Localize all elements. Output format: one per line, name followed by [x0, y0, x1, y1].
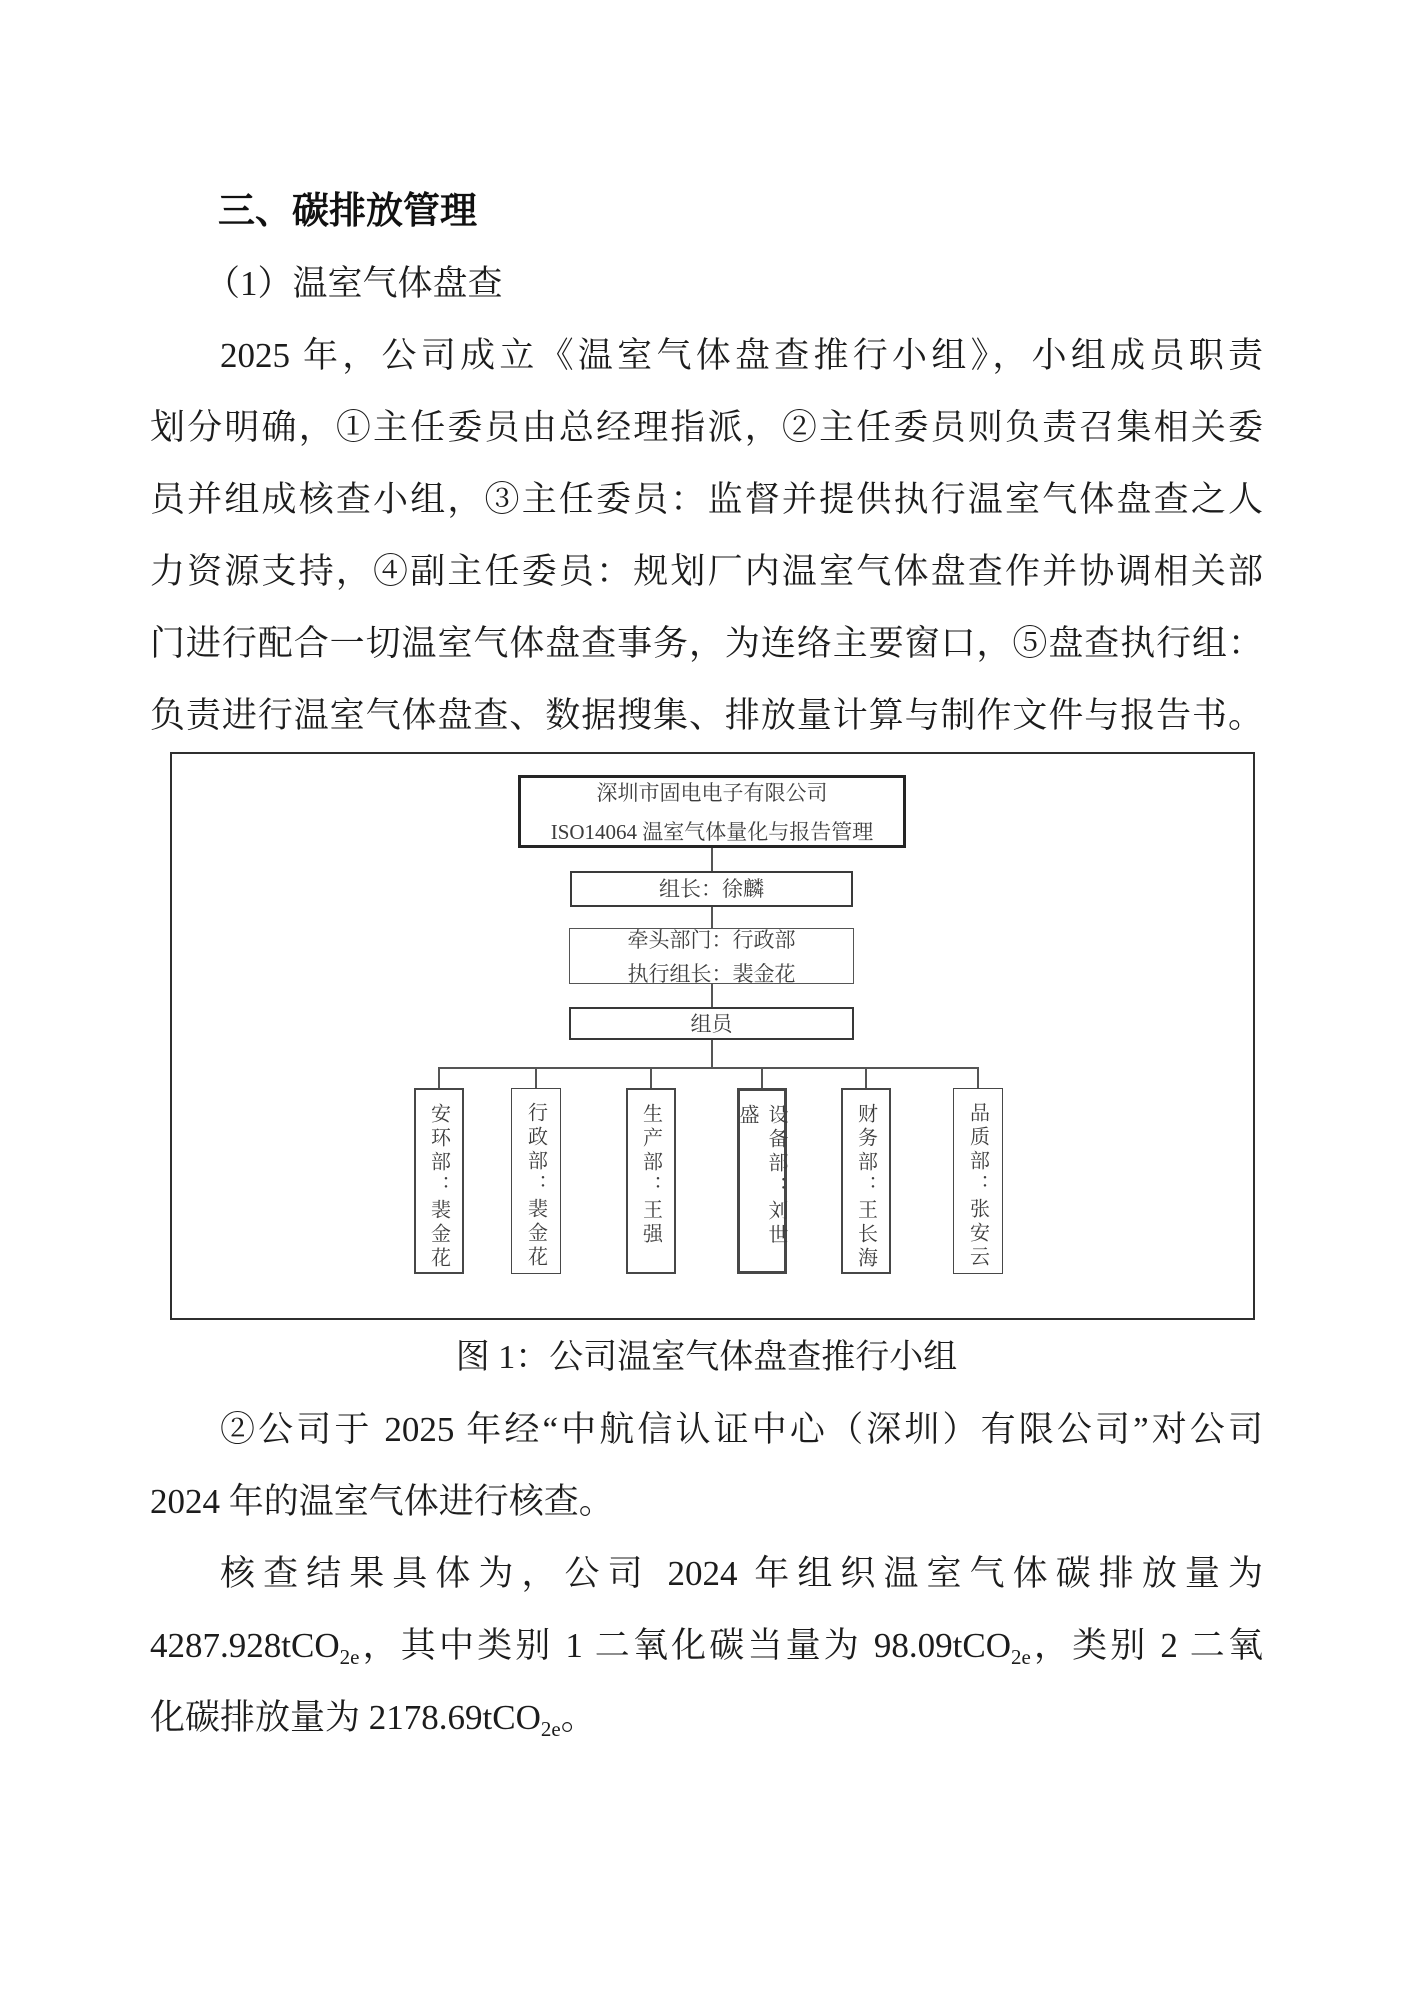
- org-box-lead-department: [569, 928, 854, 984]
- subscript: 2e: [540, 1717, 561, 1741]
- connector-line: [650, 1067, 652, 1088]
- connector-line: [977, 1067, 979, 1088]
- connector-line: [711, 848, 713, 871]
- org-box-member: [414, 1088, 464, 1274]
- connector-line: [761, 1067, 763, 1088]
- paragraph-line: 力资源支持，④副主任委员：规划厂内温室气体盘查作并协调相关部: [150, 552, 1263, 591]
- lead-department: 牵头部门：行政部: [627, 928, 796, 952]
- member-label: 安环部：裴金花: [427, 1103, 450, 1271]
- org-box-member: [626, 1088, 676, 1274]
- org-box-company: [518, 775, 906, 848]
- member-label: 品质部：张安云: [966, 1102, 989, 1270]
- paragraph-line: 负责进行温室气体盘查、数据搜集、排放量计算与制作文件与报告书。: [150, 696, 1263, 735]
- paragraph-line: [150, 1682, 1263, 1754]
- executive-leader: 执行组长：裴金花: [627, 962, 796, 986]
- company-name: 深圳市固电电子有限公司: [596, 781, 828, 805]
- paragraph-line: ②公司于 2025 年经“中航信认证中心（深圳）有限公司”对公司: [220, 1410, 1263, 1449]
- org-chart-figure: [150, 752, 1263, 1322]
- org-box-members-label: 组员: [569, 1007, 854, 1040]
- sub-section-heading: （1）温室气体盘查: [205, 264, 503, 303]
- connector-line: [865, 1067, 867, 1088]
- text-run: 。: [560, 1698, 596, 1737]
- text-run: ，其中类别 1 二氧化碳当量为 98.09tCO: [359, 1626, 1011, 1665]
- text-run: ，类别 2 二氧: [1030, 1626, 1263, 1665]
- connector-line: [535, 1067, 537, 1088]
- paragraph-line: [150, 1610, 1263, 1682]
- member-label: 设备部：刘世盛: [736, 1104, 787, 1248]
- subscript: 2e: [1010, 1645, 1031, 1669]
- subscript: 2e: [339, 1645, 360, 1669]
- org-box-member: [511, 1088, 561, 1274]
- member-label: 行政部：裴金花: [524, 1102, 547, 1270]
- paragraph-line: 划分明确，①主任委员由总经理指派，②主任委员则负责召集相关委: [150, 408, 1263, 447]
- text-run: 4287.928tCO: [150, 1626, 340, 1665]
- org-box-leader: 组长：徐麟: [570, 871, 853, 907]
- figure-caption: 图 1：公司温室气体盘查推行小组: [455, 1339, 958, 1376]
- member-label: 生产部：王强: [639, 1103, 662, 1247]
- connector-line: [438, 1067, 440, 1088]
- member-label: 财务部：王长海: [854, 1103, 877, 1271]
- paragraph-line: 核查结果具体为，公司 2024 年组织温室气体碳排放量为: [220, 1554, 1263, 1593]
- company-subtitle: ISO14064 温室气体量化与报告管理: [550, 820, 874, 844]
- connector-line: [711, 1040, 713, 1067]
- text-run: 化碳排放量为 2178.69tCO: [150, 1698, 541, 1737]
- paragraph-line: 门进行配合一切温室气体盘查事务，为连络主要窗口，⑤盘查执行组：: [150, 624, 1263, 663]
- connector-line: [439, 1067, 979, 1069]
- paragraph-line: 2024 年的温室气体进行核查。: [150, 1482, 614, 1521]
- paragraph-line: 员并组成核查小组，③主任委员：监督并提供执行温室气体盘查之人: [150, 480, 1263, 519]
- org-box-member: [841, 1088, 891, 1274]
- section-heading: 三、碳排放管理: [218, 191, 477, 232]
- paragraph-line: 2025 年，公司成立《温室气体盘查推行小组》，小组成员职责: [220, 336, 1263, 375]
- org-box-member: [953, 1088, 1003, 1274]
- org-box-member: [737, 1088, 787, 1274]
